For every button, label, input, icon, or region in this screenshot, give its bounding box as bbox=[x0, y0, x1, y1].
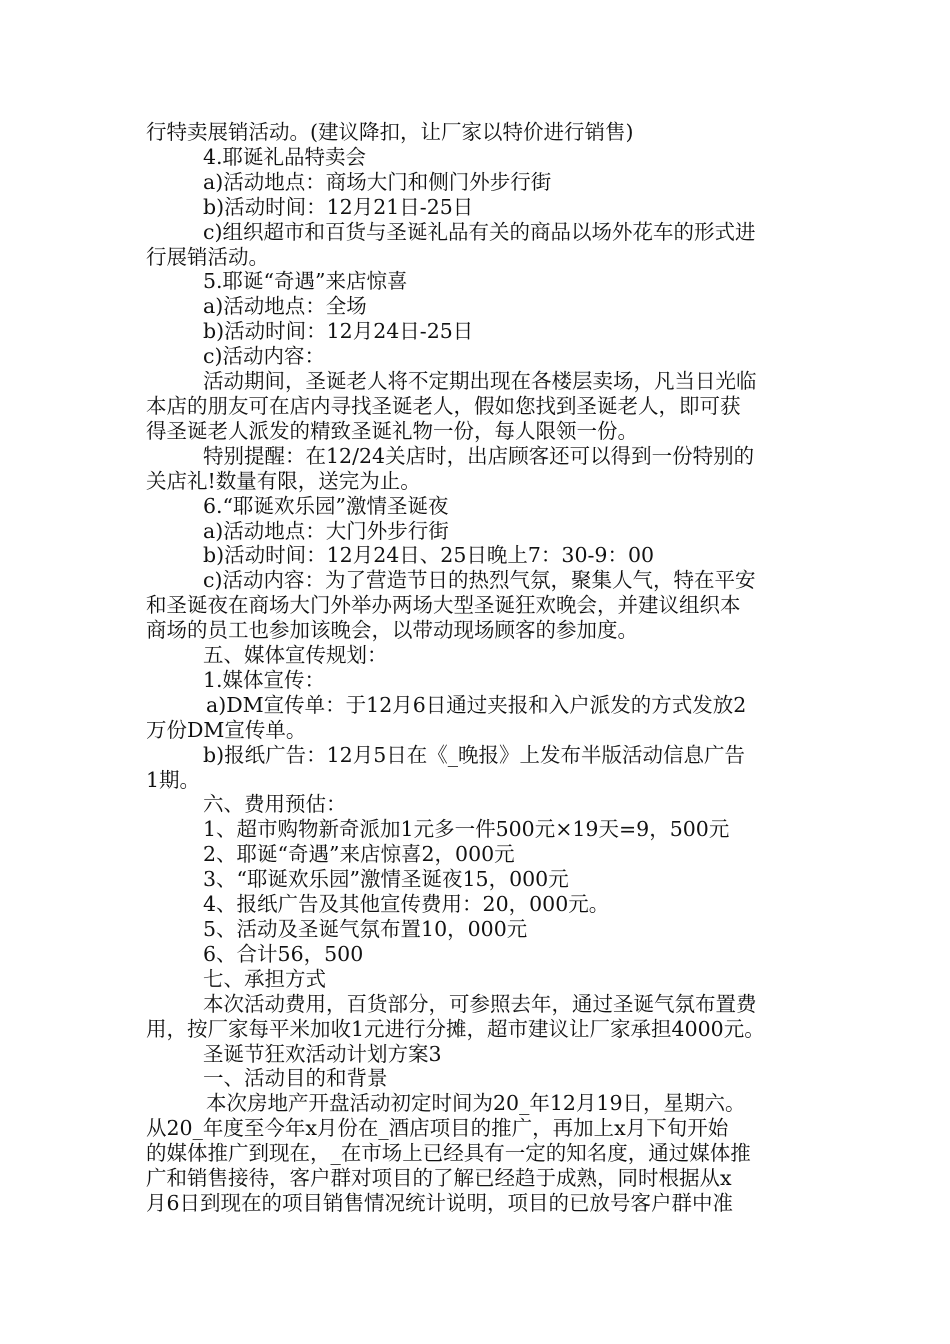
section-heading: 七、承担方式 bbox=[203, 966, 326, 991]
text-line: b)报纸广告：12月5日在《_晚报》上发布半版活动信息广告 bbox=[203, 742, 745, 767]
text-line: 特别提醒：在12/24关店时，出店顾客还可以得到一份特别的 bbox=[203, 443, 755, 468]
list-item: 3、“耶诞欢乐园”激情圣诞夜15，000元 bbox=[203, 867, 569, 892]
text-line: 本店的朋友可在店内寻找圣诞老人，假如您找到圣诞老人，即可获 bbox=[146, 393, 741, 418]
text-line: 行特卖展销活动。(建议降扣，让厂家以特价进行销售) bbox=[146, 120, 634, 144]
text-line: 本次房地产开盘活动初定时间为20_年12月19日，星期六。 bbox=[206, 1091, 746, 1116]
text-line: b)活动时间：12月21日-25日 bbox=[203, 194, 474, 219]
text-line: a)活动地点：全场 bbox=[203, 294, 367, 319]
text-line: 商场的员工也参加该晚会，以带动现场顾客的参加度。 bbox=[146, 618, 638, 643]
text-line: 用，按厂家每平米加收1元进行分摊，超市建议让厂家承担4000元。 bbox=[146, 1016, 765, 1041]
section-heading: 4.耶诞礼品特卖会 bbox=[203, 144, 367, 169]
text-line: a)DM宣传单：于12月6日通过夹报和入户派发的方式发放2 bbox=[206, 692, 747, 717]
text-line: 活动期间，圣诞老人将不定期出现在各楼层卖场，凡当日光临 bbox=[203, 369, 757, 394]
text-line: 万份DM宣传单。 bbox=[146, 717, 307, 742]
text-line: b)活动时间：12月24日-25日 bbox=[203, 319, 474, 344]
text-line: b)活动时间：12月24日、25日晚上7：30-9：00 bbox=[203, 543, 655, 568]
text-line: c)活动内容： bbox=[203, 344, 325, 369]
list-item: 5、活动及圣诞气氛布置10，000元 bbox=[203, 917, 528, 941]
text-line: 行展销活动。 bbox=[146, 244, 269, 269]
text-line: a)活动地点：大门外步行街 bbox=[203, 518, 449, 543]
text-line: 从20_年度至今年x月份在_酒店项目的推广，再加上x月下旬开始 bbox=[146, 1116, 729, 1141]
text-line: 的媒体推广到现在，_在市场上已经具有一定的知名度，通过媒体推 bbox=[146, 1141, 751, 1166]
document-title: 圣诞节狂欢活动计划方案3 bbox=[203, 1041, 442, 1066]
text-line: 和圣诞夜在商场大门外举办两场大型圣诞狂欢晚会，并建议组织本 bbox=[146, 593, 741, 618]
list-item: 6、合计56，500 bbox=[203, 941, 364, 966]
text-line: 本次活动费用，百货部分，可参照去年，通过圣诞气氛布置费 bbox=[203, 991, 757, 1016]
text-line: 得圣诞老人派发的精致圣诞礼物一份，每人限领一份。 bbox=[146, 418, 638, 443]
text-line: 月6日到现在的项目销售情况统计说明，项目的已放号客户群中准 bbox=[146, 1190, 734, 1215]
section-heading: 6.“耶诞欢乐园”激情圣诞夜 bbox=[203, 493, 449, 518]
text-line: 1期。 bbox=[146, 767, 201, 792]
text-line: c)活动内容：为了营造节日的热烈气氛，聚集人气，特在平安 bbox=[203, 568, 756, 593]
section-heading: 五、媒体宣传规划： bbox=[203, 643, 388, 668]
text-line: c)组织超市和百货与圣诞礼品有关的商品以场外花车的形式进 bbox=[203, 219, 756, 244]
section-heading: 六、费用预估： bbox=[203, 792, 347, 817]
text-line: 关店礼!数量有限，送完为止。 bbox=[146, 468, 421, 493]
list-item: 4、报纸广告及其他宣传费用：20，000元。 bbox=[203, 892, 610, 917]
section-heading: 一、活动目的和背景 bbox=[203, 1066, 388, 1091]
text-line: 广和销售接待，客户群对项目的了解已经趋于成熟，同时根据从x bbox=[146, 1166, 732, 1191]
list-item: 1、超市购物新奇派加1元多一件500元×19天=9，500元 bbox=[203, 817, 730, 842]
section-heading: 5.耶诞“奇遇”来店惊喜 bbox=[203, 269, 408, 294]
text-line: a)活动地点：商场大门和侧门外步行街 bbox=[203, 169, 552, 194]
list-item: 2、耶诞“奇遇”来店惊喜2，000元 bbox=[203, 842, 515, 867]
document-body bbox=[146, 120, 811, 1216]
section-heading: 1.媒体宣传： bbox=[203, 667, 326, 692]
